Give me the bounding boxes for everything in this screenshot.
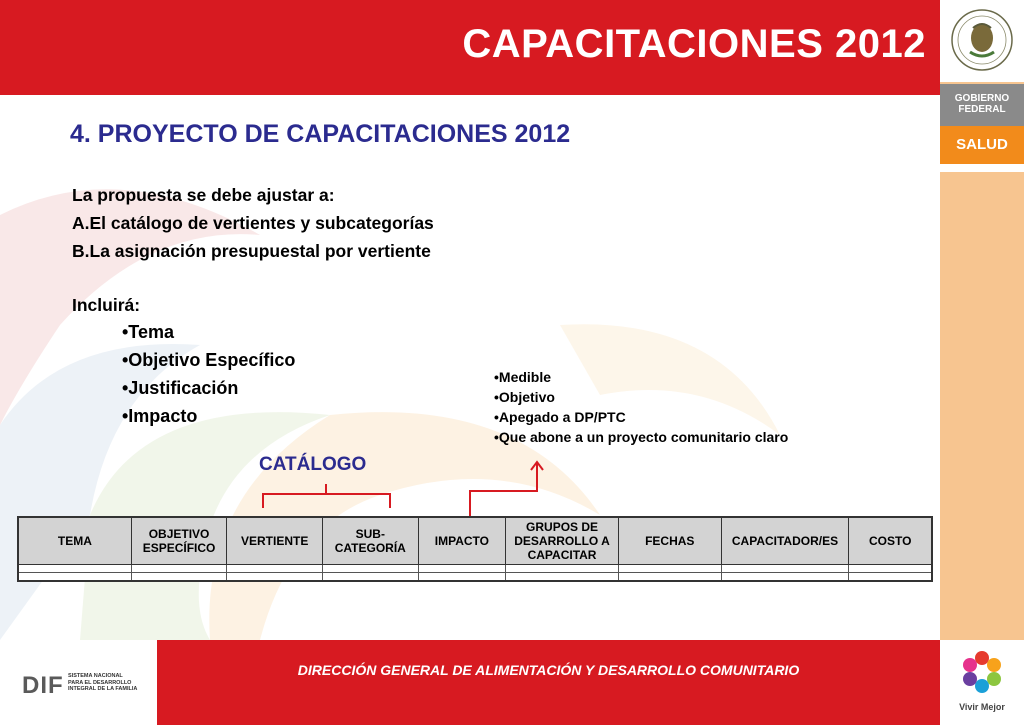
dif-caption-line2: PARA EL DESARROLLO xyxy=(68,679,132,686)
table-cell xyxy=(506,565,619,573)
header-capacitador xyxy=(721,517,849,565)
federal-label: FEDERAL xyxy=(958,104,1006,115)
header-tema xyxy=(18,517,131,565)
vivir-mejor-label: Vivir Mejor xyxy=(959,702,1005,712)
footer-text: DIRECCIÓN GENERAL DE ALIMENTACIÓN Y DESARROLLO COMUNITARIO xyxy=(297,662,800,678)
page-title: CAPACITACIONES 2012 xyxy=(462,22,926,66)
mexico-seal-icon xyxy=(940,0,1024,82)
header-objetivo-line2: ESPECÍFICO xyxy=(142,541,216,555)
header-bar xyxy=(0,0,940,95)
header-impacto-text: IMPACTO xyxy=(434,534,489,548)
bullet-objetivo: •Objetivo Específico xyxy=(122,350,296,370)
gobierno-label: GOBIERNO xyxy=(954,93,1010,104)
vivir-mejor-logo xyxy=(940,640,1024,725)
header-impacto xyxy=(418,517,506,565)
header-capacitador-text: CAPACITADOR/ES xyxy=(731,534,839,548)
intro-text: La propuesta se debe ajustar a: xyxy=(72,185,335,205)
incluira-text: Incluirá: xyxy=(72,295,141,315)
impacto-bullet-proyecto: •Que abone a un proyecto comunitario claro xyxy=(494,429,789,445)
dif-caption xyxy=(68,673,148,693)
table-cell xyxy=(849,565,932,573)
header-grupos xyxy=(506,517,619,565)
header-objetivo-line1: OBJETIVO xyxy=(148,527,210,541)
dif-letters: DIF xyxy=(22,672,64,699)
table-row xyxy=(18,565,932,573)
gobierno-federal-block xyxy=(940,84,1024,126)
header-subcategoria-line2: CATEGORÍA xyxy=(334,541,406,555)
table-cell xyxy=(721,565,849,573)
header-grupos-line3: CAPACITAR xyxy=(527,548,597,562)
table-cell xyxy=(418,573,506,582)
header-vertiente-text: VERTIENTE xyxy=(241,534,309,548)
header-grupos-line1: GRUPOS DE xyxy=(526,520,599,534)
salud-block: SALUD xyxy=(940,126,1024,164)
table-cell xyxy=(18,565,131,573)
sidebar-divider xyxy=(940,164,1024,172)
vivir-mejor-flower-icon xyxy=(940,640,1024,700)
table-cell xyxy=(131,565,227,573)
header-grupos-line2: DESARROLLO A xyxy=(514,534,610,548)
seal-area xyxy=(940,0,1024,82)
dif-logo xyxy=(20,668,150,708)
table-header-row xyxy=(18,517,932,565)
table-cell xyxy=(18,573,131,582)
bullet-tema: •Tema xyxy=(122,322,174,342)
item-a-text: A.El catálogo de vertientes y subcategorías xyxy=(72,213,434,233)
dif-caption-line1: SISTEMA NACIONAL xyxy=(68,673,123,679)
table-cell xyxy=(618,573,721,582)
table-cell xyxy=(849,573,932,582)
table-cell xyxy=(227,565,323,573)
dif-caption-line3: INTEGRAL DE LA FAMILIA xyxy=(68,686,138,692)
table-cell xyxy=(322,573,418,582)
header-costo-text: COSTO xyxy=(868,534,912,548)
table-cell xyxy=(506,573,619,582)
table-cell xyxy=(721,573,849,582)
header-vertiente xyxy=(227,517,323,565)
item-b-text: B.La asignación presupuestal por vertiente xyxy=(72,241,431,261)
section-heading: 4. PROYECTO DE CAPACITACIONES 2012 xyxy=(70,120,571,148)
table-cell xyxy=(322,565,418,573)
header-objetivo xyxy=(131,517,227,565)
table-row xyxy=(18,573,932,582)
header-costo xyxy=(849,517,932,565)
header-subcategoria-line1: SUB- xyxy=(355,527,385,541)
impacto-bullet-medible: •Medible xyxy=(494,369,552,385)
header-fechas xyxy=(618,517,721,565)
table-cell xyxy=(131,573,227,582)
table-cell xyxy=(418,565,506,573)
header-subcategoria xyxy=(322,517,418,565)
bullet-justificacion: •Justificación xyxy=(122,378,239,398)
header-fechas-text: FECHAS xyxy=(645,534,695,548)
impacto-bullet-apegado: •Apegado a DP/PTC xyxy=(494,409,626,425)
table-cell xyxy=(618,565,721,573)
table-cell xyxy=(227,573,323,582)
bullet-impacto: •Impacto xyxy=(122,406,198,426)
footer-bar xyxy=(157,640,940,725)
header-tema-text: TEMA xyxy=(57,534,92,548)
catalogo-label: CATÁLOGO xyxy=(259,454,367,475)
right-sidebar xyxy=(940,0,1024,725)
impacto-bullet-objetivo: •Objetivo xyxy=(494,389,555,405)
capacitaciones-table xyxy=(17,516,933,582)
